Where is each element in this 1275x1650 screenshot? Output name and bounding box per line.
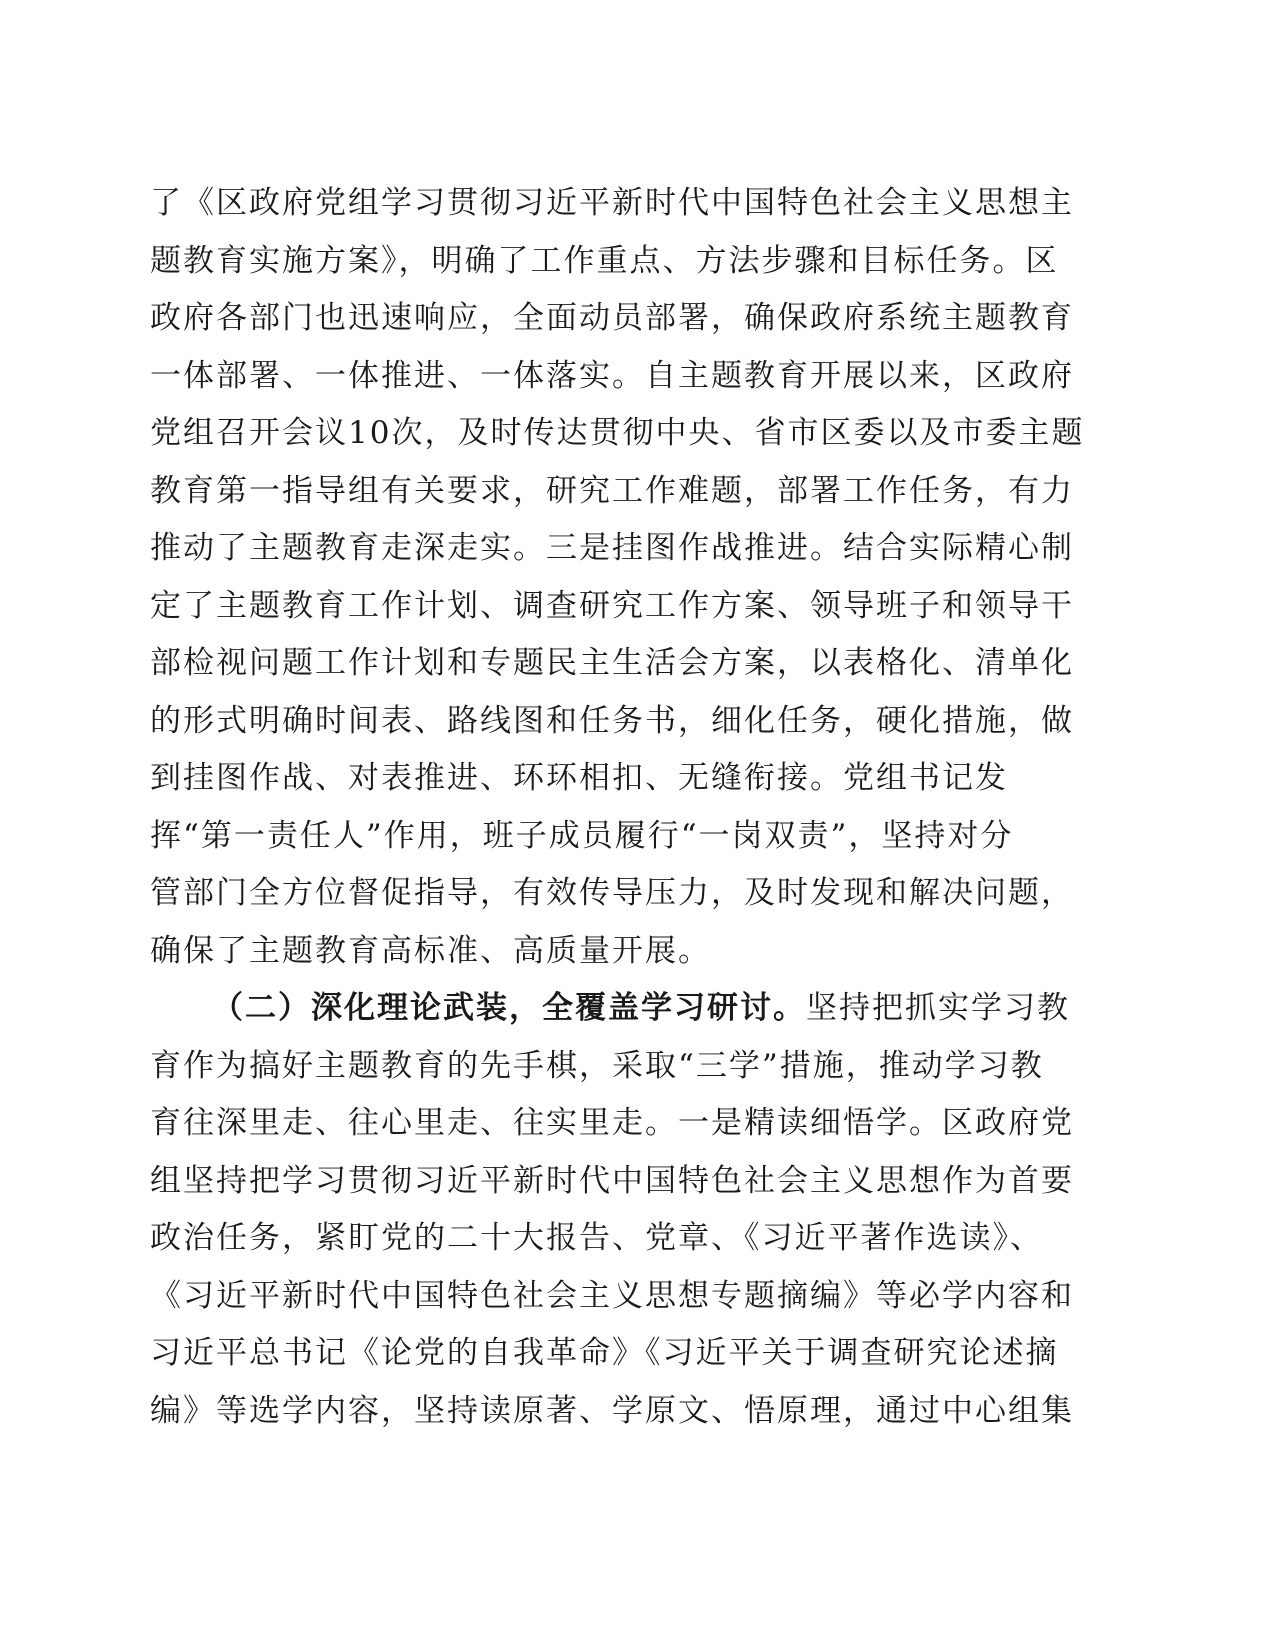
text-line: 教育第一指导组有关要求，研究工作难题，部署工作任务，有力 (150, 472, 1074, 509)
text-line: 一体部署、一体推进、一体落实。自主题教育开展以来，区政府 (150, 357, 1074, 394)
section-2-heading: （二）深化理论武装，全覆盖学习研讨。 (212, 990, 806, 1026)
text-line: 到挂图作战、对表推进、环环相扣、无缝衔接。党组书记发 (150, 760, 1008, 796)
text-line: 的形式明确时间表、路线图和任务书，细化任务，硬化措施，做 (150, 702, 1074, 739)
text-line: 政治任务，紧盯党的二十大报告、党章、《习近平著作选读》、 (150, 1220, 1043, 1256)
text-line: 了《区政府党组学习贯彻习近平新时代中国特色社会主义思想主 (150, 185, 1074, 221)
text-line: 定了主题教育工作计划、调查研究工作方案、领导班子和领导干 (150, 587, 1074, 624)
text-line: 习近平总书记《论党的自我革命》《习近平关于调查研究论述摘 (150, 1335, 1059, 1371)
text-line: 挥“第一责任人”作用，班子成员履行“一岗双责”，坚持对分 (150, 817, 1014, 854)
text-line: 推动了主题教育走深走实。三是挂图作战推进。结合实际精心制 (150, 530, 1074, 566)
text-line: 组坚持把学习贯彻习近平新时代中国特色社会主义思想作为首要 (150, 1162, 1074, 1199)
text-line: 育作为搞好主题教育的先手棋，采取“三学”措施，推动学习教 (150, 1047, 1044, 1084)
section-2-first-line-text: 坚持把抓实学习教 (806, 990, 1070, 1026)
section-2-first-line (150, 980, 1130, 1038)
body-text (150, 175, 1130, 1440)
text-line: 管部门全方位督促指导，有效传导压力，及时发现和解决问题， (150, 875, 1074, 911)
text-line: 题教育实施方案》，明确了工作重点、方法步骤和目标任务。区 (150, 242, 1059, 279)
text-line: 《习近平新时代中国特色社会主义思想专题摘编》等必学内容和 (150, 1277, 1074, 1314)
text-line: 编》等选学内容，坚持读原著、学原文、悟原理，通过中心组集 (150, 1392, 1074, 1429)
text-line: 政府各部门也迅速响应，全面动员部署，确保政府系统主题教育 (150, 300, 1074, 336)
text-line: 党组召开会议10次，及时传达贯彻中央、省市区委以及市委主题 (150, 415, 1085, 451)
text-line: 部检视问题工作计划和专题民主生活会方案，以表格化、清单化 (150, 645, 1074, 681)
text-line: 确保了主题教育高标准、高质量开展。 (150, 932, 711, 969)
text-line: 育往深里走、往心里走、往实里走。一是精读细悟学。区政府党 (150, 1105, 1074, 1141)
